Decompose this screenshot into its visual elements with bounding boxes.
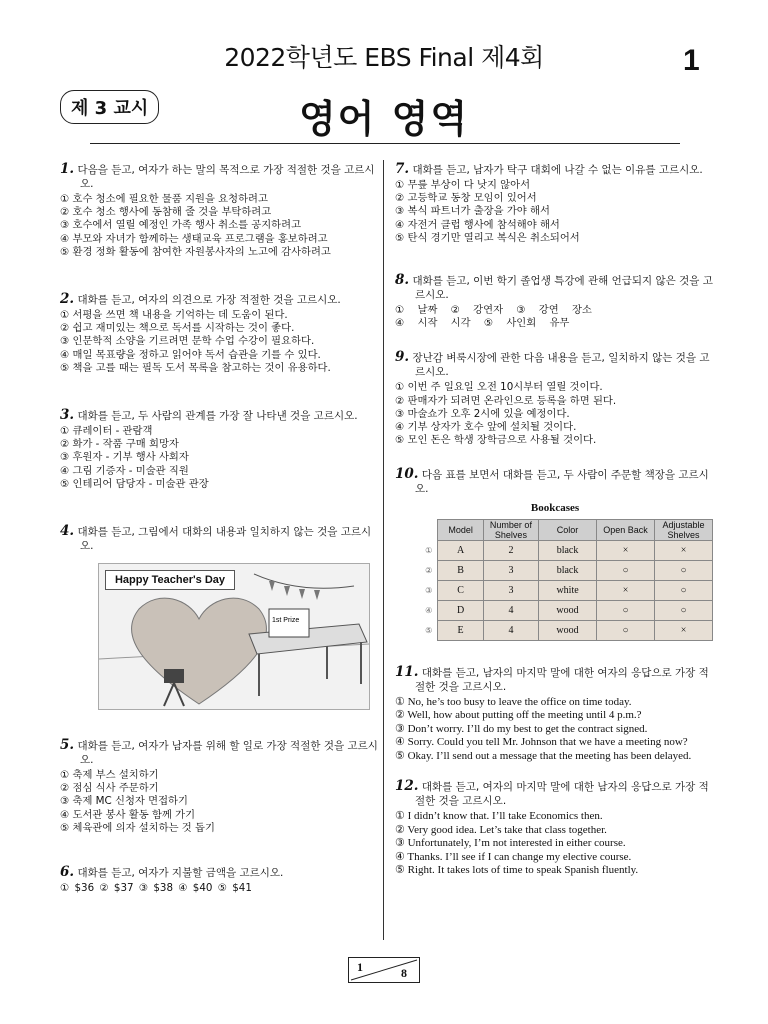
classroom-illustration bbox=[98, 563, 370, 710]
question-stem: 다음 표를 보면서 대화를 듣고, 두 사람이 주문할 책장을 고르시오. bbox=[415, 469, 709, 496]
table-cell: ○ bbox=[655, 560, 713, 580]
table-cell: A bbox=[438, 540, 483, 560]
row-marker: ⑤ bbox=[420, 620, 438, 640]
question-11 bbox=[395, 665, 713, 764]
question-5 bbox=[60, 738, 378, 835]
question-8 bbox=[395, 273, 713, 330]
column-header: Color bbox=[539, 519, 597, 540]
question-stem: 대화를 듣고, 남자가 탁구 대회에 나갈 수 없는 이유를 고르시오. bbox=[412, 164, 703, 176]
table-header-row bbox=[420, 519, 713, 540]
table-cell: black bbox=[539, 540, 597, 560]
question-number: 11. bbox=[395, 663, 419, 680]
option[interactable]: ⑤ Okay. I’ll send out a message that the meeting has been delayed. bbox=[395, 749, 692, 762]
table-cell: ○ bbox=[655, 580, 713, 600]
page-indicator bbox=[348, 957, 420, 983]
row-marker: ② bbox=[420, 560, 438, 580]
option[interactable]: ③ 축제 MC 신청자 면접하기 bbox=[60, 795, 188, 808]
table-cell: ○ bbox=[655, 600, 713, 620]
table-cell: 4 bbox=[483, 600, 538, 620]
option[interactable]: ④ 자전거 클럽 행사에 참석해야 해서 bbox=[395, 218, 560, 231]
option[interactable]: ② 호수 청소 행사에 동참해 줄 것을 부탁하려고 bbox=[60, 206, 272, 219]
option[interactable]: ① 큐레이터 - 관람객 bbox=[60, 425, 153, 438]
option[interactable]: ④ Sorry. Could you tell Mr. Johnson that we have a meeting now? bbox=[395, 736, 688, 749]
option[interactable]: ② 화가 - 작품 구매 희망자 bbox=[60, 438, 179, 451]
option[interactable]: ⑤ 체육관에 의자 설치하는 것 돕기 bbox=[60, 821, 215, 834]
option[interactable]: ③ 복식 파트너가 출장을 가야 해서 bbox=[395, 205, 550, 218]
table-cell: × bbox=[597, 580, 655, 600]
option[interactable]: ⑤ Right. It takes lots of time to speak Spanish fluently. bbox=[395, 864, 639, 877]
option[interactable]: ① 이번 주 일요일 오전 10시부터 열릴 것이다. bbox=[395, 381, 603, 394]
question-stem: 대화를 듣고, 이번 학기 졸업생 특강에 관해 언급되지 않은 것을 고르시오. bbox=[412, 275, 713, 302]
table-cell: wood bbox=[539, 600, 597, 620]
option[interactable]: ① 서평을 쓰면 책 내용을 기억하는 데 도움이 된다. bbox=[60, 309, 288, 322]
table-cell: ○ bbox=[597, 560, 655, 580]
question-number: 3. bbox=[60, 407, 75, 424]
option[interactable]: ① 호수 청소에 필요한 물품 지원을 요청하려고 bbox=[60, 193, 268, 205]
left-column bbox=[60, 162, 378, 895]
option[interactable]: ④ 부모와 자녀가 함께하는 생태교육 프로그램을 홍보하려고 bbox=[60, 232, 328, 245]
question-stem: 다음을 듣고, 여자가 하는 말의 목적으로 가장 적절한 것을 고르시오. bbox=[77, 164, 375, 190]
question-3 bbox=[60, 408, 378, 491]
table-row[interactable] bbox=[420, 620, 713, 640]
question-stem: 대화를 듣고, 여자의 의견으로 가장 적절한 것을 고르시오. bbox=[77, 294, 341, 307]
question-number: 10. bbox=[395, 466, 419, 483]
inline-options[interactable]: ④ 시작 시각 ⑤ 사인회 유무 bbox=[395, 317, 570, 330]
right-column bbox=[395, 162, 713, 878]
period-label: 제 3 교시 bbox=[60, 90, 159, 124]
table-cell: ○ bbox=[597, 600, 655, 620]
option[interactable]: ② Well, how about putting off the meeting until 4 p.m.? bbox=[395, 709, 642, 722]
illustration-drawing bbox=[99, 564, 369, 709]
question-stem: 대화를 듣고, 여자가 지불할 금액을 고르시오. bbox=[77, 867, 284, 880]
option[interactable]: ⑤ 인테리어 담당자 - 미술관 관장 bbox=[60, 477, 209, 490]
option[interactable]: ⑤ 모인 돈은 학생 장학금으로 사용될 것이다. bbox=[395, 434, 597, 447]
question-number: 1. bbox=[60, 161, 75, 177]
subject-title: 영어 영역 bbox=[298, 97, 470, 141]
table-row[interactable] bbox=[420, 540, 713, 560]
question-number: 6. bbox=[60, 864, 75, 881]
question-number: 4. bbox=[60, 523, 75, 540]
question-10 bbox=[395, 467, 713, 640]
table-title: Bookcases bbox=[530, 502, 580, 515]
question-number: 7. bbox=[395, 161, 410, 177]
table-cell: wood bbox=[539, 620, 597, 640]
table-cell: × bbox=[655, 540, 713, 560]
column-header: Open Back bbox=[597, 519, 655, 540]
current-page: 1 bbox=[357, 960, 363, 974]
table-cell: C bbox=[438, 580, 483, 600]
option[interactable]: ④ 매일 목표량을 정하고 읽어야 독서 습관을 기를 수 있다. bbox=[60, 348, 321, 361]
option[interactable]: ③ 인문학적 소양을 기르려면 문학 수업 수강이 필요하다. bbox=[60, 335, 315, 348]
heart-shape bbox=[132, 598, 267, 704]
question-12 bbox=[395, 779, 713, 878]
row-marker: ③ bbox=[420, 580, 438, 600]
question-number: 8. bbox=[395, 272, 410, 289]
bookcases-table bbox=[420, 519, 713, 641]
option[interactable]: ⑤ 환경 정화 활동에 참여한 자원봉사자의 노고에 감사하려고 bbox=[60, 245, 331, 258]
option[interactable]: ③ Don’t worry. I’ll do my best to get the contract signed. bbox=[395, 722, 648, 735]
table-cell: E bbox=[438, 620, 483, 640]
question-stem: 대화를 듣고, 여자가 남자를 위해 할 일로 가장 적절한 것을 고르시오. bbox=[77, 740, 378, 767]
question-stem: 장난감 벼룩시장에 관한 다음 내용을 듣고, 일치하지 않는 것을 고르시오. bbox=[412, 352, 710, 379]
option[interactable]: ① I didn’t know that. I’ll take Economics then. bbox=[395, 810, 603, 823]
option[interactable]: ② 쉽고 재미있는 책으로 독서를 시작하는 것이 좋다. bbox=[60, 322, 295, 335]
option[interactable]: ② 점심 식사 주문하기 bbox=[60, 782, 159, 795]
option[interactable]: ④ 도서관 봉사 활동 함께 가기 bbox=[60, 808, 196, 821]
row-marker: ① bbox=[420, 540, 438, 560]
option[interactable]: ③ 후원자 - 기부 행사 사회자 bbox=[60, 451, 189, 464]
option[interactable]: ⑤ 탄식 경기만 열리고 복식은 취소되어서 bbox=[395, 231, 580, 244]
table-cell: white bbox=[539, 580, 597, 600]
table-cell: D bbox=[438, 600, 483, 620]
option[interactable]: ② 고등학교 동창 모임이 있어서 bbox=[395, 192, 537, 205]
question-stem: 대화를 듣고, 남자의 마지막 말에 대한 여자의 응답으로 가장 적절한 것을 고르시오. bbox=[415, 666, 709, 693]
prize-box-label: 1st Prize bbox=[272, 617, 300, 625]
option[interactable]: ⑤ 책을 고를 때는 필독 도서 목록을 참고하는 것이 유용하다. bbox=[60, 361, 331, 374]
question-6 bbox=[60, 865, 378, 895]
banner[interactable]: Happy Teacher's Day bbox=[105, 570, 235, 590]
table-cell: 4 bbox=[483, 620, 538, 640]
option[interactable]: ② 판매자가 되려면 온라인으로 등록을 하면 된다. bbox=[395, 394, 617, 407]
option[interactable]: ③ Unfortunately, I’m not interested in either course. bbox=[395, 837, 626, 850]
total-pages: 8 bbox=[401, 966, 407, 980]
question-4 bbox=[60, 524, 378, 710]
option[interactable]: ④ 그림 기증자 - 미술관 직원 bbox=[60, 464, 189, 477]
column-divider bbox=[383, 160, 384, 940]
question-number: 2. bbox=[60, 291, 75, 308]
row-marker: ④ bbox=[420, 600, 438, 620]
table-cell: black bbox=[539, 560, 597, 580]
option[interactable]: ③ 마술쇼가 오후 2시에 있을 예정이다. bbox=[395, 407, 570, 420]
column-header: Number of Shelves bbox=[483, 519, 538, 540]
option[interactable]: ① 무릎 부상이 다 낫지 않아서 bbox=[395, 179, 531, 191]
inline-options[interactable]: ① 날짜 ② 강연자 ③ 강연 장소 bbox=[395, 304, 592, 317]
option[interactable]: ④ 기부 상자가 호수 앞에 설치될 것이다. bbox=[395, 421, 577, 434]
question-stem: 대화를 듣고, 그림에서 대화의 내용과 일치하지 않는 것을 고르시오. bbox=[77, 526, 372, 553]
table-row[interactable] bbox=[420, 580, 713, 600]
exam-title: 2022학년도 EBS Final 제4회 bbox=[224, 43, 544, 72]
question-number: 12. bbox=[395, 778, 419, 795]
column-header: Adjustable Shelves bbox=[655, 519, 713, 540]
table-cell: 3 bbox=[483, 560, 538, 580]
question-number: 5. bbox=[60, 737, 75, 754]
table-cell: ○ bbox=[597, 620, 655, 640]
inline-options[interactable]: ① $36 ② $37 ③ $38 ④ $40 ⑤ $41 bbox=[60, 882, 252, 895]
question-7 bbox=[395, 162, 713, 245]
question-number: 9. bbox=[395, 349, 410, 366]
option[interactable]: ① No, he’s too busy to leave the office on time today. bbox=[395, 695, 632, 708]
question-2 bbox=[60, 292, 378, 375]
option[interactable]: ③ 호수에서 열릴 예정인 가족 행사 취소를 공지하려고 bbox=[60, 219, 302, 232]
table-cell: B bbox=[438, 560, 483, 580]
table-row[interactable] bbox=[420, 560, 713, 580]
table-cell: 3 bbox=[483, 580, 538, 600]
option[interactable]: ④ Thanks. I’ll see if I can change my elective course. bbox=[395, 850, 632, 863]
column-header: Model bbox=[438, 519, 483, 540]
option[interactable]: ② Very good idea. Let’s take that class together. bbox=[395, 823, 607, 836]
table-cell: × bbox=[655, 620, 713, 640]
question-stem: 대화를 듣고, 두 사람의 관계를 가장 잘 나타낸 것을 고르시오. bbox=[77, 410, 358, 423]
header-divider bbox=[90, 143, 680, 144]
table-cell: × bbox=[597, 540, 655, 560]
table-row[interactable] bbox=[420, 600, 713, 620]
table-cell: 2 bbox=[483, 540, 538, 560]
question-stem: 대화를 듣고, 여자의 마지막 말에 대한 남자의 응답으로 가장 적절한 것을 고르시오. bbox=[415, 781, 709, 808]
question-1 bbox=[60, 162, 378, 259]
page-number: 1 bbox=[683, 44, 700, 77]
option[interactable]: ① 축제 부스 설치하기 bbox=[60, 769, 159, 782]
question-9 bbox=[395, 350, 713, 447]
